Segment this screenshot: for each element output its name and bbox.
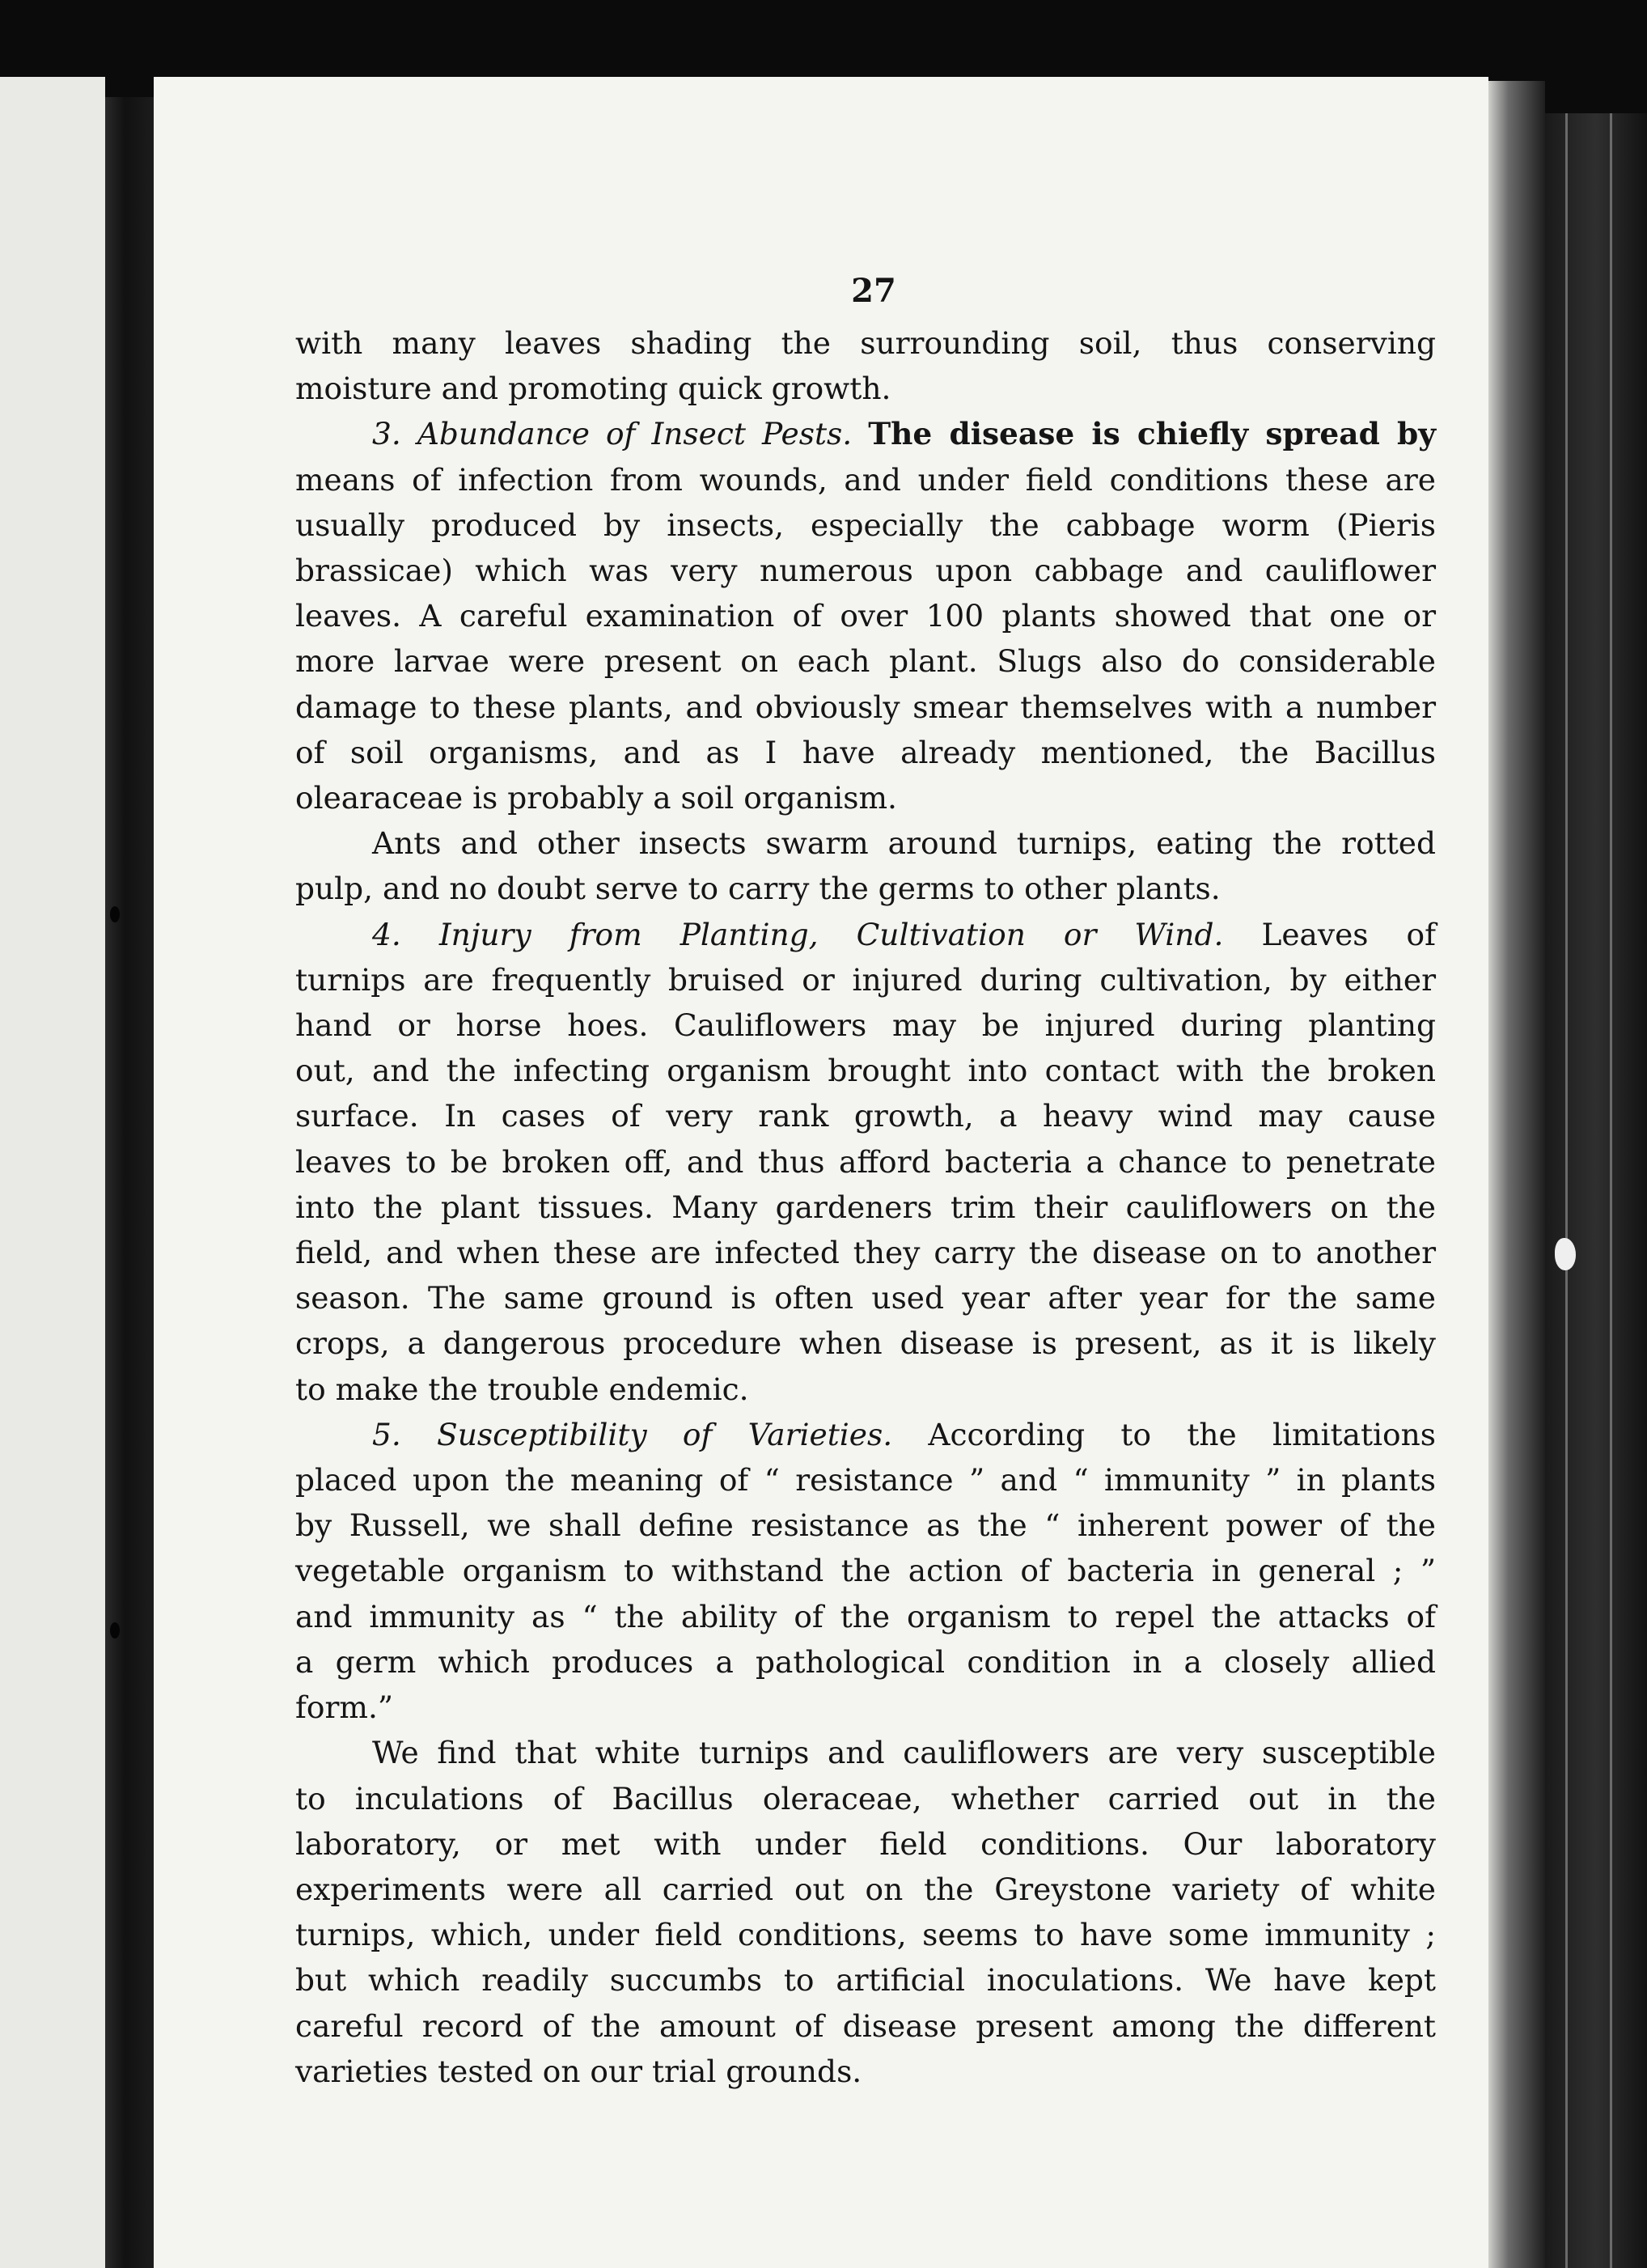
gutter-mark: [110, 906, 120, 922]
binding-line: [1610, 113, 1612, 2268]
text-line: season. The same ground is often used year after year for the same: [295, 1280, 1436, 1316]
text-line: and immunity as “ the ability of the organism to repel the attacks of: [295, 1598, 1436, 1634]
text-line: but which readily succumbs to artificial inoculations. We have kept: [295, 1962, 1436, 1999]
binding-line: [1565, 113, 1568, 2268]
text-line: [295, 411, 1436, 456]
text-run: Leaves of: [1261, 916, 1437, 952]
gutter-mark: [110, 1622, 120, 1638]
text-line: means of infection from wounds, and under field conditions these are: [295, 461, 1436, 498]
paragraph: [295, 912, 1436, 1412]
paragraph: [295, 411, 1436, 820]
page-edge-shadow: [1488, 81, 1545, 2268]
text-line: a germ which produces a pathological condition in a closely allied: [295, 1643, 1436, 1680]
facing-page-edge: [0, 77, 105, 2268]
paragraph: [295, 1730, 1436, 2094]
text-line: form.”: [295, 1689, 394, 1726]
section-heading: 3. Abundance of Insect Pests.: [372, 416, 853, 452]
text-line: into the plant tissues. Many gardeners trim their cauliflowers on the: [295, 1189, 1436, 1225]
text-run: According to the limitations: [928, 1416, 1436, 1452]
section-heading: 4. Injury from Planting, Cultivation or Wind.: [372, 916, 1224, 952]
text-line: vegetable organism to withstand the action of bacteria in general ; ”: [295, 1553, 1436, 1589]
text-line: field, and when these are infected they carry the disease on to another: [295, 1235, 1436, 1271]
paragraph: [295, 320, 1436, 411]
section-heading: 5. Susceptibility of Varieties.: [372, 1416, 893, 1452]
text-line: placed upon the meaning of “ resistance ” and “ immunity ” in plants: [295, 1462, 1436, 1499]
text-line: to inculations of Bacillus oleraceae, whether carried out in the: [295, 1780, 1436, 1817]
scan-blot: [1555, 1238, 1576, 1270]
text-line: by Russell, we shall define resistance as the “ inherent power of the: [295, 1507, 1436, 1544]
text-block: [295, 267, 1436, 2094]
text-line: laboratory, or met with under field conditions. Our laboratory: [295, 1825, 1436, 1862]
text-line: surface. In cases of very rank growth, a heavy wind may cause: [295, 1098, 1436, 1134]
text-line: Ants and other insects swarm around turnips, eating the rotted: [372, 825, 1436, 862]
paragraph: [295, 820, 1436, 911]
text-line: careful record of the amount of disease present among the different: [295, 2007, 1436, 2044]
text-line: experiments were all carried out on the Greystone variety of white: [295, 1871, 1436, 1907]
text-line: [295, 912, 1436, 957]
text-line: leaves. A careful examination of over 100 plants showed that one or: [295, 598, 1436, 634]
text-line: pulp, and no doubt serve to carry the germs to other plants.: [295, 871, 1221, 907]
text-line: [295, 1412, 1436, 1457]
text-line: usually produced by insects, especially the cabbage worm (Pieris: [295, 507, 1436, 543]
text-line: moisture and promoting quick growth.: [295, 371, 891, 407]
paragraph: [295, 1412, 1436, 1730]
text-line: of soil organisms, and as I have already mentioned, the Bacillus: [295, 734, 1436, 770]
binding-edge: [1545, 113, 1647, 2268]
text-line: hand or horse hoes. Cauliflowers may be injured during planting: [295, 1007, 1436, 1044]
text-line: out, and the infecting organism brought into contact with the broken: [295, 1053, 1436, 1089]
text-line: turnips, which, under field conditions, seems to have some immunity ;: [295, 1917, 1436, 1953]
text-line: to make the trouble endemic.: [295, 1371, 749, 1407]
text-run: The disease is chiefly spread by: [868, 416, 1436, 452]
text-line: turnips are frequently bruised or injured during cultivation, by either: [295, 961, 1436, 998]
text-line: brassicae) which was very numerous upon cabbage and cauliflower: [295, 553, 1436, 589]
text-line: damage to these plants, and obviously smear themselves with a number: [295, 689, 1436, 725]
text-line: leaves to be broken off, and thus afford bacteria a chance to penetrate: [295, 1143, 1436, 1180]
text-line: We find that white turnips and cauliflowers are very susceptible: [372, 1735, 1436, 1771]
text-line: more larvae were present on each plant. Slugs also do considerable: [295, 643, 1436, 680]
page-number: 27: [851, 272, 896, 310]
text-line: olearaceae is probably a soil organism.: [295, 780, 897, 816]
text-line: varieties tested on our trial grounds.: [295, 2053, 862, 2089]
text-line: with many leaves shading the surrounding soil, thus conserving: [295, 325, 1436, 361]
book-gutter: [105, 97, 154, 2268]
text-line: crops, a dangerous procedure when disease is present, as it is likely: [295, 1325, 1436, 1362]
